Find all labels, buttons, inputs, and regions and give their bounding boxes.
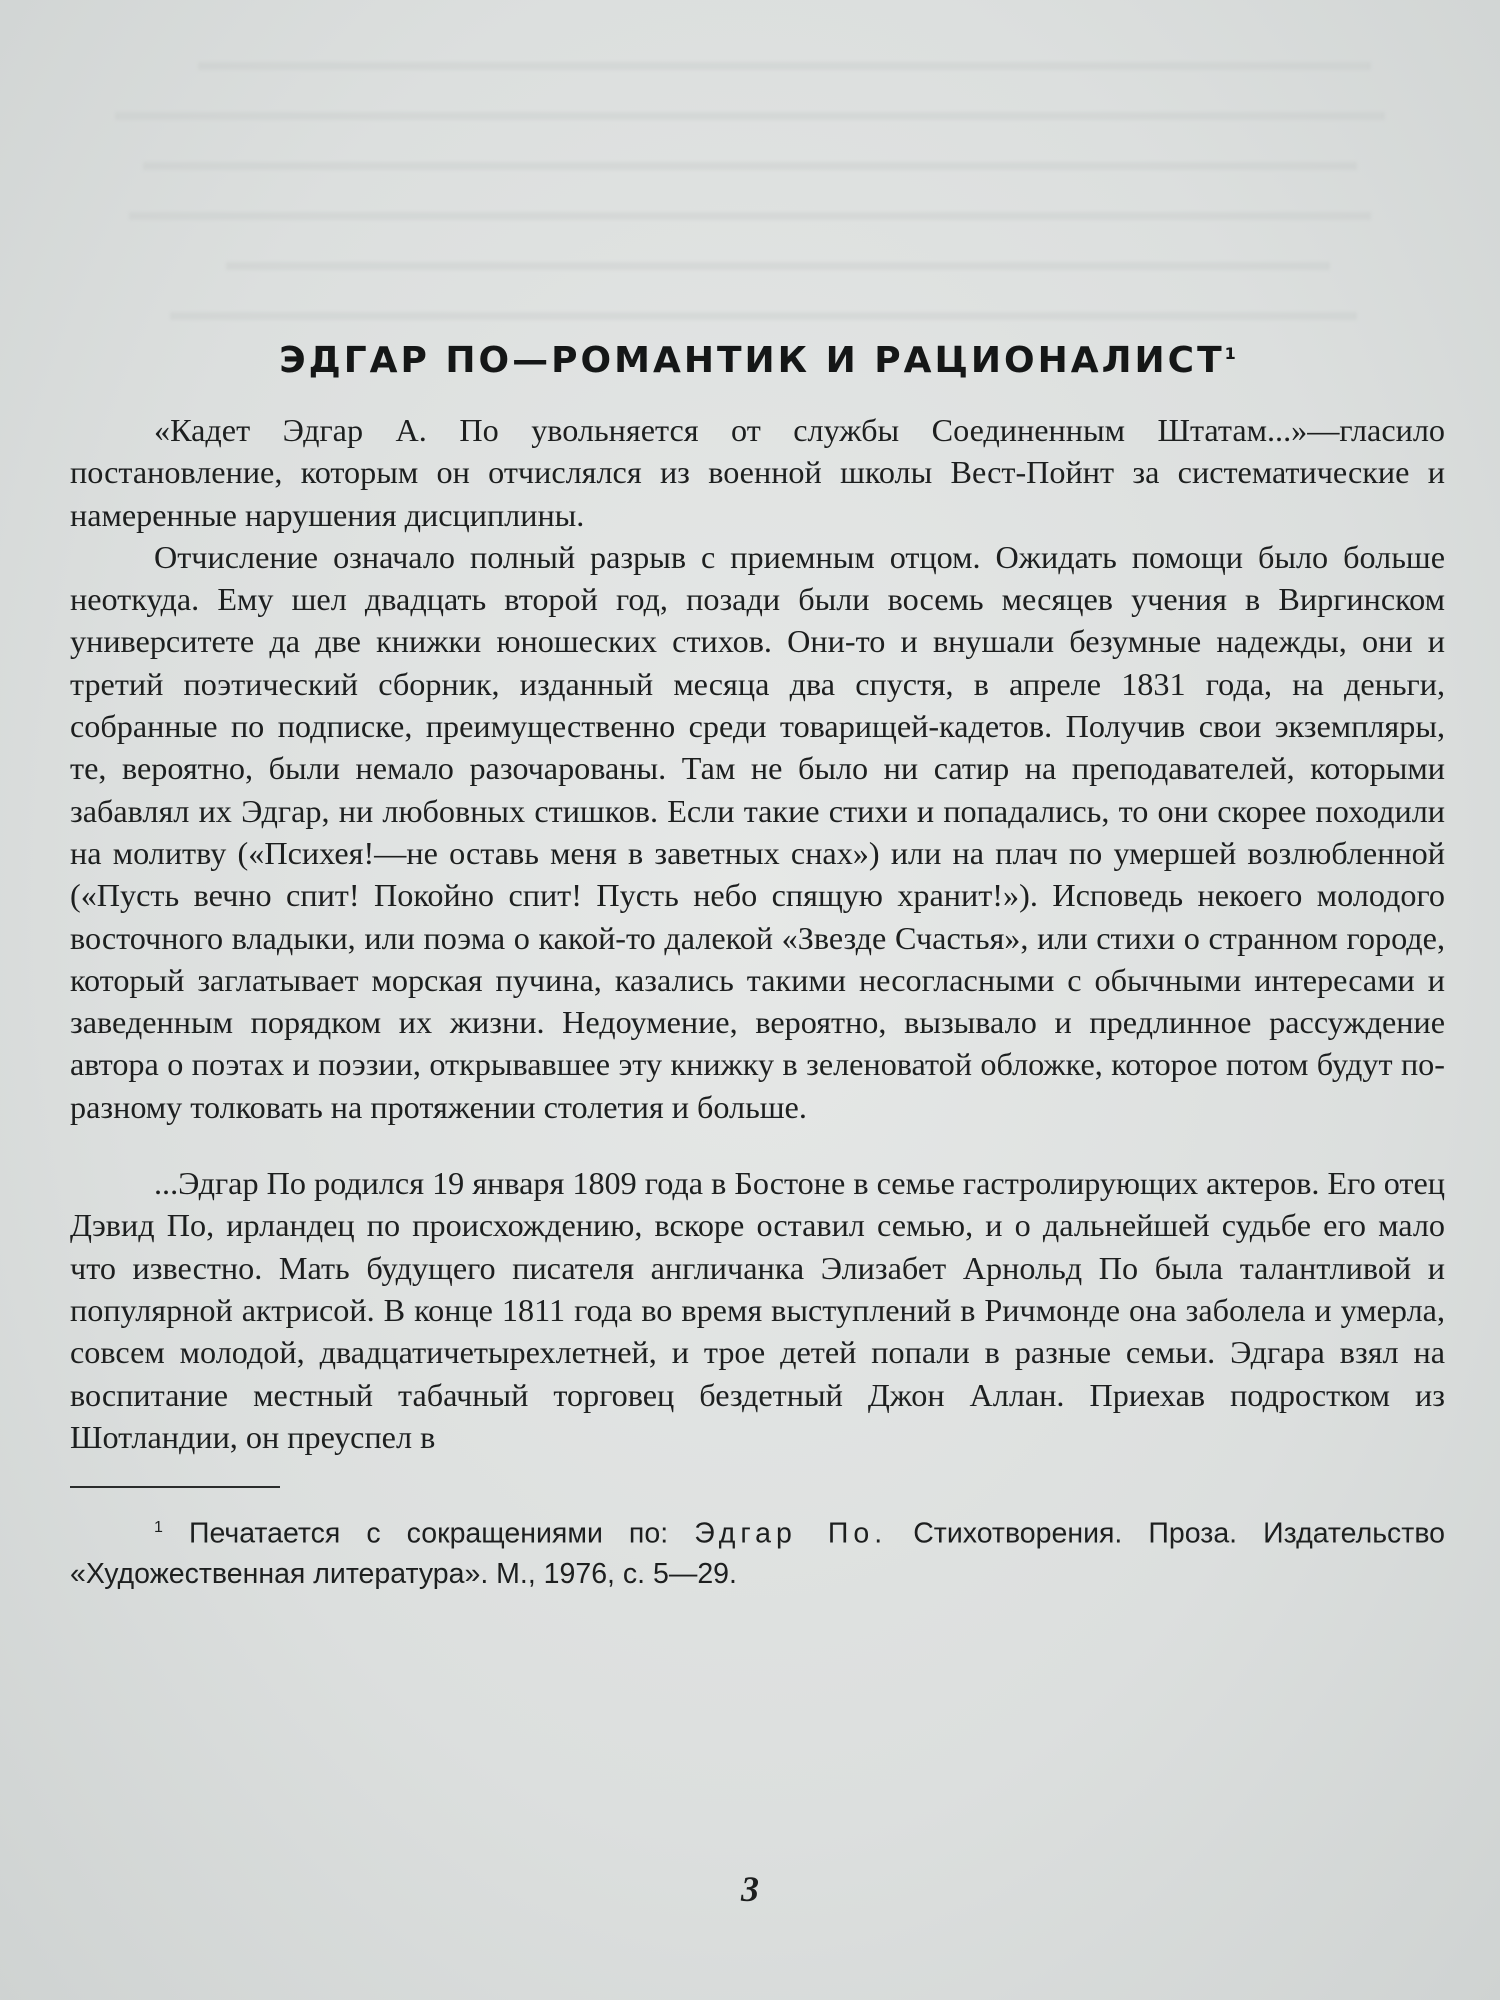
footnote-author: Эдгар По. bbox=[694, 1517, 888, 1550]
footnote-text-before: Печатается с сокращениями по: bbox=[188, 1517, 669, 1550]
footnote-marker: 1 bbox=[154, 1519, 163, 1537]
page-number: 3 bbox=[741, 1869, 759, 1909]
chapter-title-text: ЭДГАР ПО—РОМАНТИК И РАЦИОНАЛИСТ bbox=[279, 340, 1225, 381]
show-through-texture bbox=[60, 20, 1440, 320]
chapter-title bbox=[70, 340, 1445, 381]
section-gap bbox=[70, 1128, 1445, 1162]
footnote-reference: 1 bbox=[1224, 344, 1236, 363]
footnote-text-after: Стихотворения. Проза. Издательство «Художественная литература». М., 1976, с. 5—29. bbox=[70, 1517, 1446, 1590]
paragraph-2: Отчисление означало полный разрыв с приемным отцом. Ожидать помощи было больше неоткуда. Ему шел двадцать второй год, позади были восемь месяцев учения в Виргинском университете да две книжки юношеских стихов. Они-то и внушали безумные надежды, они и третий поэтический сборник, изданный месяца два спустя, в апреле 1831 года, на деньги, собранные по подписке, преимущественно среди товарищей-кадетов. Получив свои экземпляры, те, вероятно, были немало разочарованы. Там не было ни сатир на преподавателей, которыми забавлял их Эдгар, ни любовных стишков. Если такие стихи и попадались, то они скорее походили на молитву («Психея!—не оставь меня в заветных снах») или на плач по умершей возлюбленной («Пусть вечно спит! Покойно спит! Пусть небо спящую хранит!»). Исповедь некоего молодого восточного владыки, или поэма о какой-то далекой «Звезде Счастья», или стихи о странном городе, который заглатывает морская пучина, казались такими несогласными с обычными интересами и заведенным порядком их жизни. Недоумение, вероятно, вызывало и предлинное рассуждение автора о поэтах и поэзии, открывавшее эту книжку в зеленоватой обложке, которое потом будут по-разному толковать на протяжении столетия и больше. bbox=[70, 538, 1445, 1125]
paragraph-1: «Кадет Эдгар А. По увольняется от службы Соединенным Штатам...»—гласило постановление, которым он отчислялся из военной школы Вест-Пойнт за систематические и намеренные нарушения дисциплины. bbox=[70, 412, 1445, 533]
footnote bbox=[70, 1508, 1445, 1594]
paragraph-3: ...Эдгар По родился 19 января 1809 года в Бостоне в семье гастролирующих актеров. Его отец Дэвид По, ирландец по происхождению, вскоре оставил семью, и о дальнейшей судьбе его мало что известно. Мать будущего писателя англичанка Элизабет Арнольд По была талантливой и популярной актрисой. В конце 1811 года во время выступлений в Ричмонде она заболела и умерла, совсем молодой, двадцатичетырехлетней, и трое детей попали в разные семьи. Эдгара взял на воспитание местный табачный торговец бездетный Джон Аллан. Приехав подростком из Шотландии, он преуспел в bbox=[70, 1165, 1445, 1455]
footnote-divider bbox=[70, 1486, 280, 1488]
page-content bbox=[70, 340, 1445, 1594]
